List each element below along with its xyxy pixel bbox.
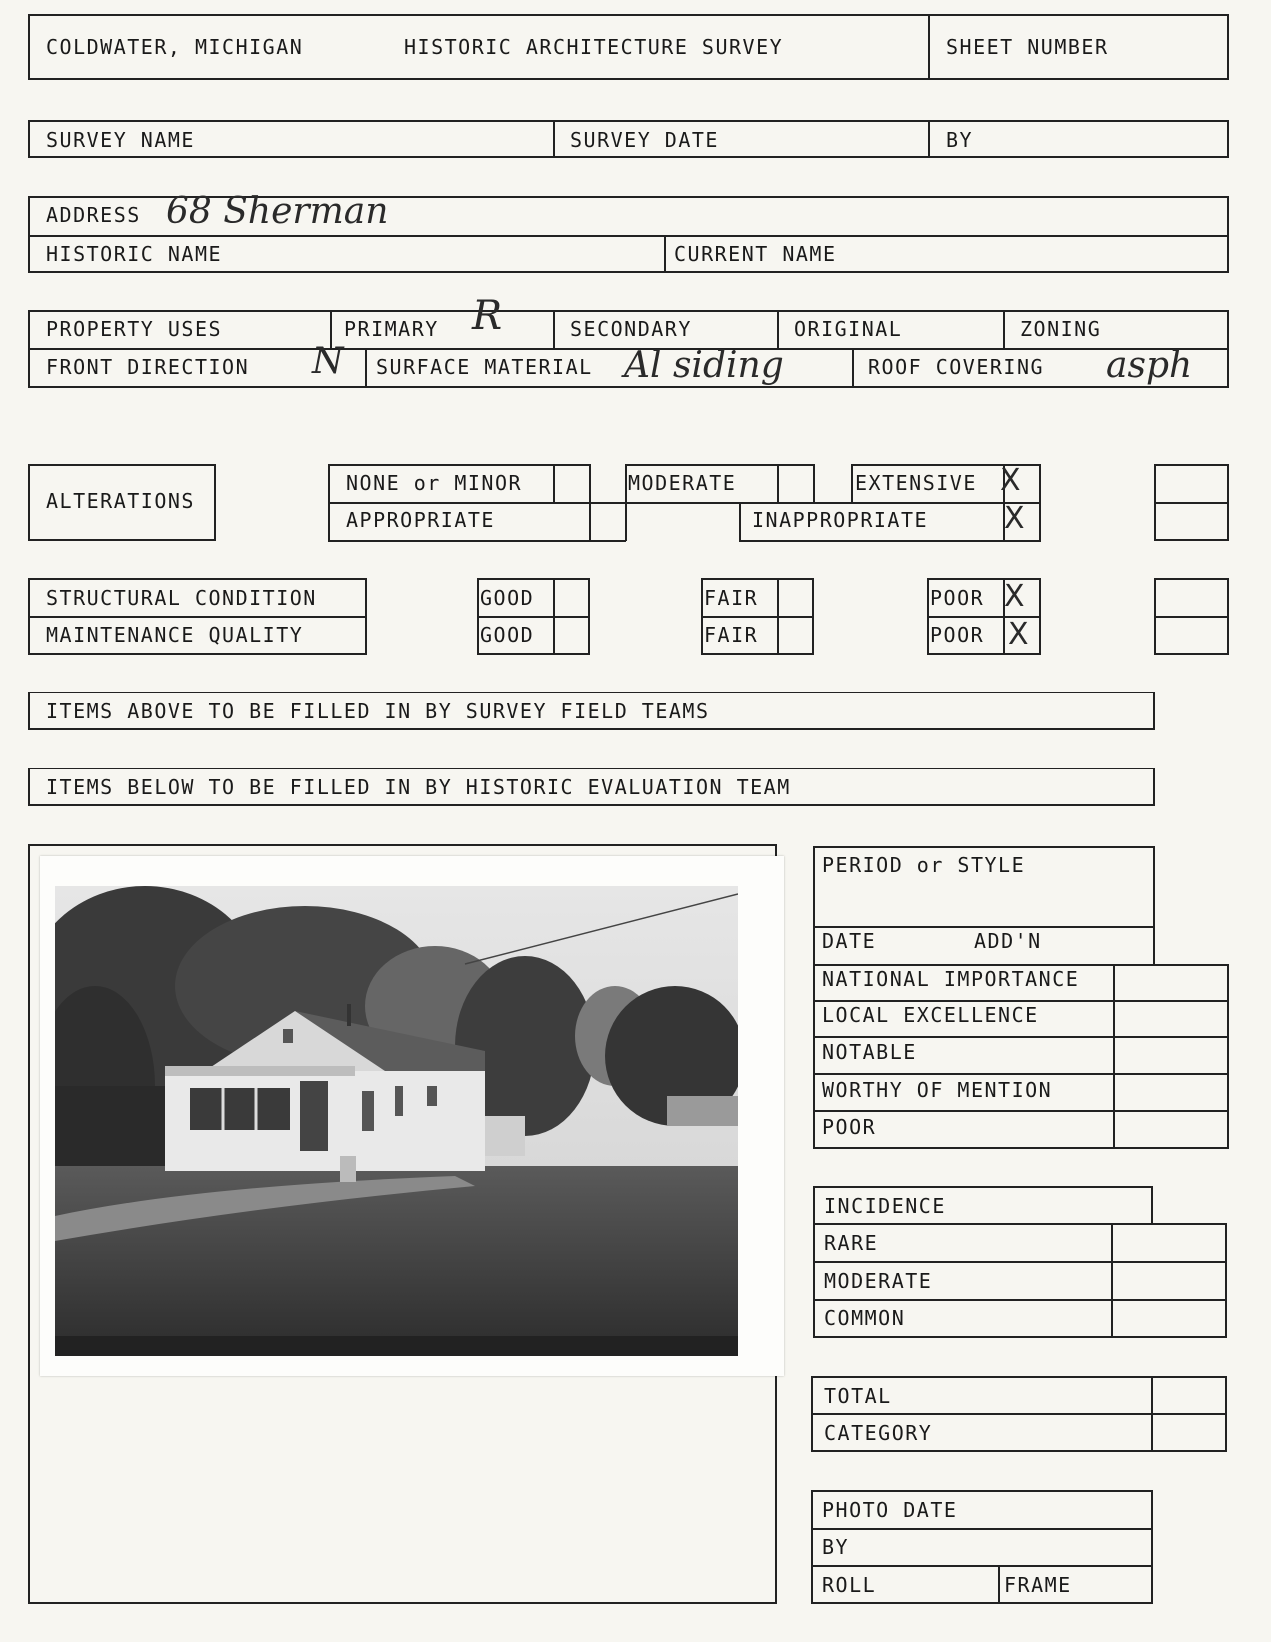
- maintenance-poor: POOR: [930, 623, 985, 647]
- zoning-label: ZONING: [1020, 317, 1102, 341]
- roof-covering-label: ROOF COVERING: [868, 355, 1045, 379]
- surface-material-label: SURFACE MATERIAL: [376, 355, 593, 379]
- alt-extensive-check: X: [1000, 463, 1021, 498]
- alt-inappropriate: INAPPROPRIATE: [752, 508, 929, 532]
- maintenance-poor-check: X: [1008, 617, 1029, 652]
- eval-notable: NOTABLE: [822, 1040, 917, 1064]
- original-label: ORIGINAL: [794, 317, 903, 341]
- alt-appropriate: APPROPRIATE: [346, 508, 495, 532]
- primary-value: R: [472, 293, 503, 339]
- eval-poor: POOR: [822, 1115, 877, 1139]
- city-label: COLDWATER, MICHIGAN: [46, 35, 304, 59]
- structural-condition-label: STRUCTURAL CONDITION: [46, 586, 317, 610]
- sheet-number-label: SHEET NUMBER: [946, 35, 1109, 59]
- secondary-label: SECONDARY: [570, 317, 692, 341]
- date-label: DATE: [822, 929, 877, 953]
- category-label: CATEGORY: [824, 1421, 933, 1445]
- photo-by-label: BY: [822, 1535, 850, 1559]
- addn-label: ADD'N: [974, 929, 1042, 953]
- alt-inappropriate-check: X: [1004, 501, 1025, 536]
- primary-label: PRIMARY: [344, 317, 439, 341]
- note-below: ITEMS BELOW TO BE FILLED IN BY HISTORIC EVALUATION TEAM: [46, 775, 791, 799]
- maintenance-good: GOOD: [480, 623, 535, 647]
- maintenance-fair: FAIR: [704, 623, 759, 647]
- structural-poor-check: X: [1004, 579, 1025, 614]
- address-value: 68 Sherman: [166, 191, 389, 232]
- front-direction-label: FRONT DIRECTION: [46, 355, 250, 379]
- front-direction-value: N: [312, 341, 344, 382]
- frame-label: FRAME: [1004, 1573, 1072, 1597]
- current-name-label: CURRENT NAME: [674, 242, 837, 266]
- note-above: ITEMS ABOVE TO BE FILLED IN BY SURVEY FIELD TEAMS: [46, 699, 710, 723]
- incidence-rare: RARE: [824, 1231, 879, 1255]
- photo-date-label: PHOTO DATE: [822, 1498, 958, 1522]
- roof-covering-value: asph: [1106, 345, 1193, 386]
- alt-extensive: EXTENSIVE: [855, 471, 977, 495]
- structural-fair: FAIR: [704, 586, 759, 610]
- total-label: TOTAL: [824, 1384, 892, 1408]
- eval-national-importance: NATIONAL IMPORTANCE: [822, 967, 1080, 991]
- eval-worthy-of-mention: WORTHY OF MENTION: [822, 1078, 1053, 1102]
- historic-name-label: HISTORIC NAME: [46, 242, 223, 266]
- survey-by-label: BY: [946, 128, 974, 152]
- maintenance-quality-label: MAINTENANCE QUALITY: [46, 623, 304, 647]
- alterations-label: ALTERATIONS: [46, 489, 195, 513]
- address-label: ADDRESS: [46, 203, 141, 227]
- form-title: HISTORIC ARCHITECTURE SURVEY: [404, 35, 784, 59]
- period-style-label: PERIOD or STYLE: [822, 853, 1026, 877]
- survey-name-label: SURVEY NAME: [46, 128, 195, 152]
- house-photograph: [55, 886, 738, 1356]
- alt-none-minor: NONE or MINOR: [346, 471, 523, 495]
- surface-material-value: Al siding: [624, 345, 784, 386]
- property-uses-label: PROPERTY USES: [46, 317, 223, 341]
- incidence-label: INCIDENCE: [824, 1194, 946, 1218]
- evaluation-box: [813, 846, 1229, 1148]
- survey-date-label: SURVEY DATE: [570, 128, 719, 152]
- incidence-common: COMMON: [824, 1306, 906, 1330]
- structural-good: GOOD: [480, 586, 535, 610]
- roll-label: ROLL: [822, 1573, 877, 1597]
- structural-poor: POOR: [930, 586, 985, 610]
- incidence-moderate: MODERATE: [824, 1269, 933, 1293]
- alt-moderate: MODERATE: [628, 471, 737, 495]
- eval-local-excellence: LOCAL EXCELLENCE: [822, 1003, 1039, 1027]
